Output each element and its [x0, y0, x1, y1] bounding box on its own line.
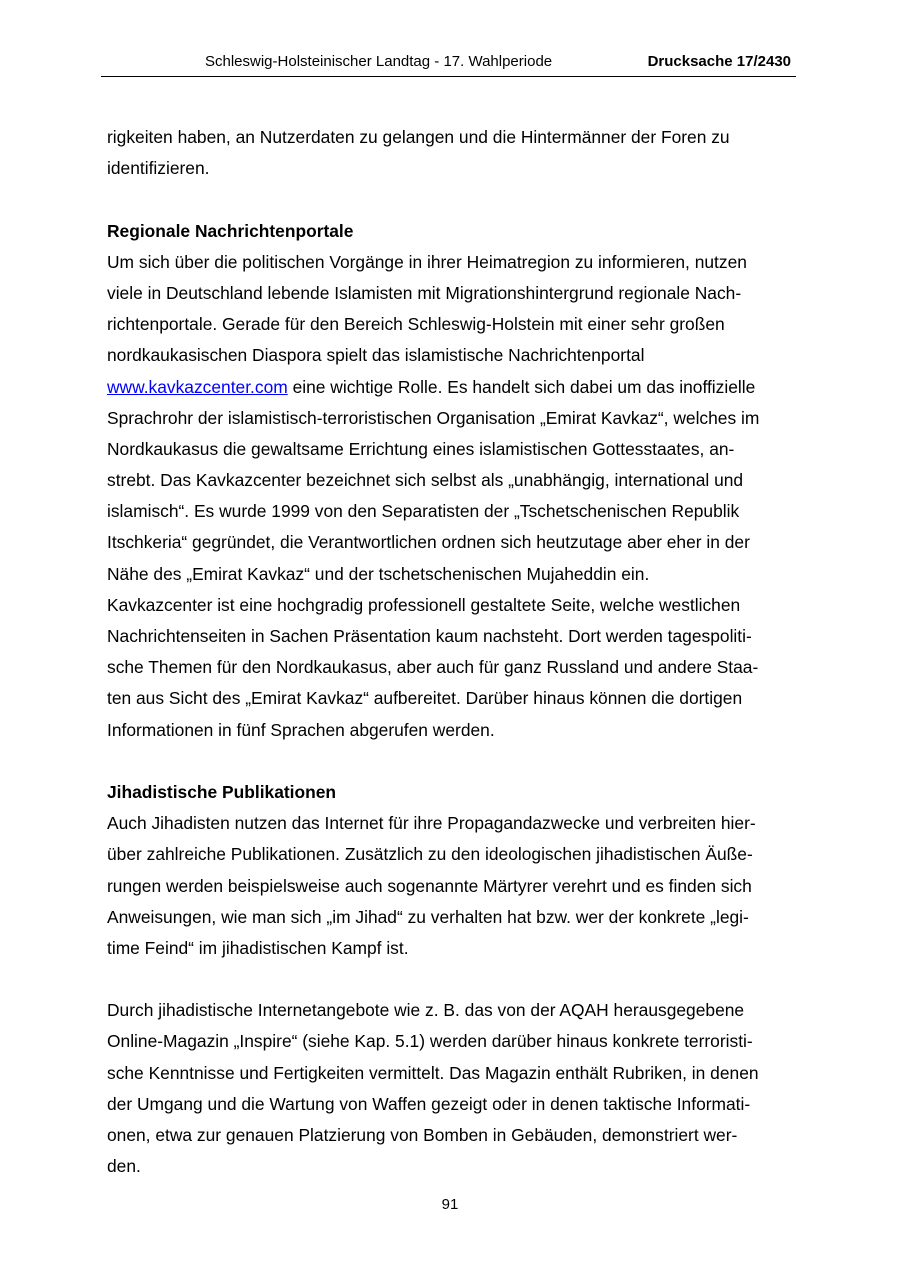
text-line: ten aus Sicht des „Emirat Kavkaz“ aufbereitet. Darüber hinaus können die dortigen: [107, 688, 743, 709]
page-number: 91: [441, 1196, 459, 1213]
text-line: islamisch“. Es wurde 1999 von den Separatisten der „Tschetschenischen Republik: [107, 501, 740, 522]
text-line: viele in Deutschland lebende Islamisten mit Migrationshintergrund regionale Nach-: [107, 282, 742, 303]
text-line: Online-Magazin „Inspire“ (siehe Kap. 5.1) werden darüber hinaus konkrete terroristi-: [107, 1031, 753, 1052]
text-line: Nordkaukasus die gewaltsame Errichtung eines islamistischen Gottesstaates, an-: [107, 438, 735, 459]
paragraph-spacer: [107, 746, 797, 777]
text-line: strebt. Das Kavkazcenter bezeichnet sich selbst als „unabhängig, international und: [107, 470, 744, 491]
text-line: rigkeiten haben, an Nutzerdaten zu gelangen und die Hintermänner der Foren zu: [107, 127, 730, 147]
text-line: der Umgang und die Wartung von Waffen gezeigt oder in denen taktische Informati-: [107, 1093, 751, 1114]
text-line: richtenportale. Gerade für den Bereich Schleswig-Holstein mit einer sehr großen: [107, 314, 725, 335]
document-body: [107, 122, 797, 1182]
text-line: Um sich über die politischen Vorgänge in ihrer Heimatregion zu informieren, nutzen: [107, 251, 747, 272]
text-line: sche Themen für den Nordkaukasus, aber auch für ganz Russland und andere Staa-: [107, 657, 759, 678]
header-title: Schleswig-Holsteinischer Landtag - 17. Wahlperiode: [205, 53, 553, 70]
text-line: Auch Jihadisten nutzen das Internet für ihre Propagandazwecke und verbreiten hier-: [107, 813, 756, 834]
text-line: Informationen in fünf Sprachen abgerufen werden.: [107, 719, 495, 740]
text-line: Anweisungen, wie man sich „im Jihad“ zu verhalten hat bzw. wer der konkrete „legi-: [107, 906, 749, 927]
text-line: sche Kenntnisse und Fertigkeiten vermittelt. Das Magazin enthält Rubriken, in denen: [107, 1062, 759, 1083]
text-line: rungen werden beispielsweise auch sogenannte Märtyrer verehrt und es finden sich: [107, 875, 752, 896]
text-line: Sprachrohr der islamistisch-terroristischen Organisation „Emirat Kavkaz“, welches im: [107, 407, 760, 428]
kavkazcenter-link[interactable]: www.kavkazcenter.com: [107, 376, 288, 397]
text-line: nordkaukasischen Diaspora spielt das islamistische Nachrichtenportal: [107, 345, 645, 366]
text-line: Nachrichtenseiten in Sachen Präsentation kaum nachsteht. Dort werden tagespoliti-: [107, 626, 752, 646]
link-line-rest: eine wichtige Rolle. Es handelt sich dabei um das inoffizielle: [287, 376, 756, 397]
section-heading-jihadist-publications: Jihadistische Publikationen: [107, 781, 337, 802]
text-line: Nähe des „Emirat Kavkaz“ und der tschetschenischen Mujaheddin ein.: [107, 563, 650, 584]
document-number: Drucksache 17/2430: [647, 53, 791, 70]
text-line: identifizieren.: [107, 158, 210, 179]
paragraph-spacer: [107, 964, 797, 995]
text-line: Kavkazcenter ist eine hochgradig professionell gestaltete Seite, welche westlichen: [107, 594, 741, 615]
section-heading-regional-news: Regionale Nachrichtenportale: [107, 220, 354, 241]
text-line: time Feind“ im jihadistischen Kampf ist.: [107, 937, 409, 958]
text-line: Itschkeria“ gegründet, die Verantwortlichen ordnen sich heutzutage aber eher in der: [107, 532, 750, 553]
text-line-with-link: [107, 372, 797, 403]
text-line: onen, etwa zur genauen Platzierung von Bomben in Gebäuden, demonstriert wer-: [107, 1125, 738, 1145]
page-header: [101, 50, 796, 77]
paragraph-spacer: [107, 184, 797, 215]
text-line: über zahlreiche Publikationen. Zusätzlich zu den ideologischen jihadistischen Äuße-: [107, 844, 753, 865]
text-line: Durch jihadistische Internetangebote wie z. B. das von der AQAH herausgegebene: [107, 1000, 745, 1021]
text-line: den.: [107, 1156, 141, 1177]
